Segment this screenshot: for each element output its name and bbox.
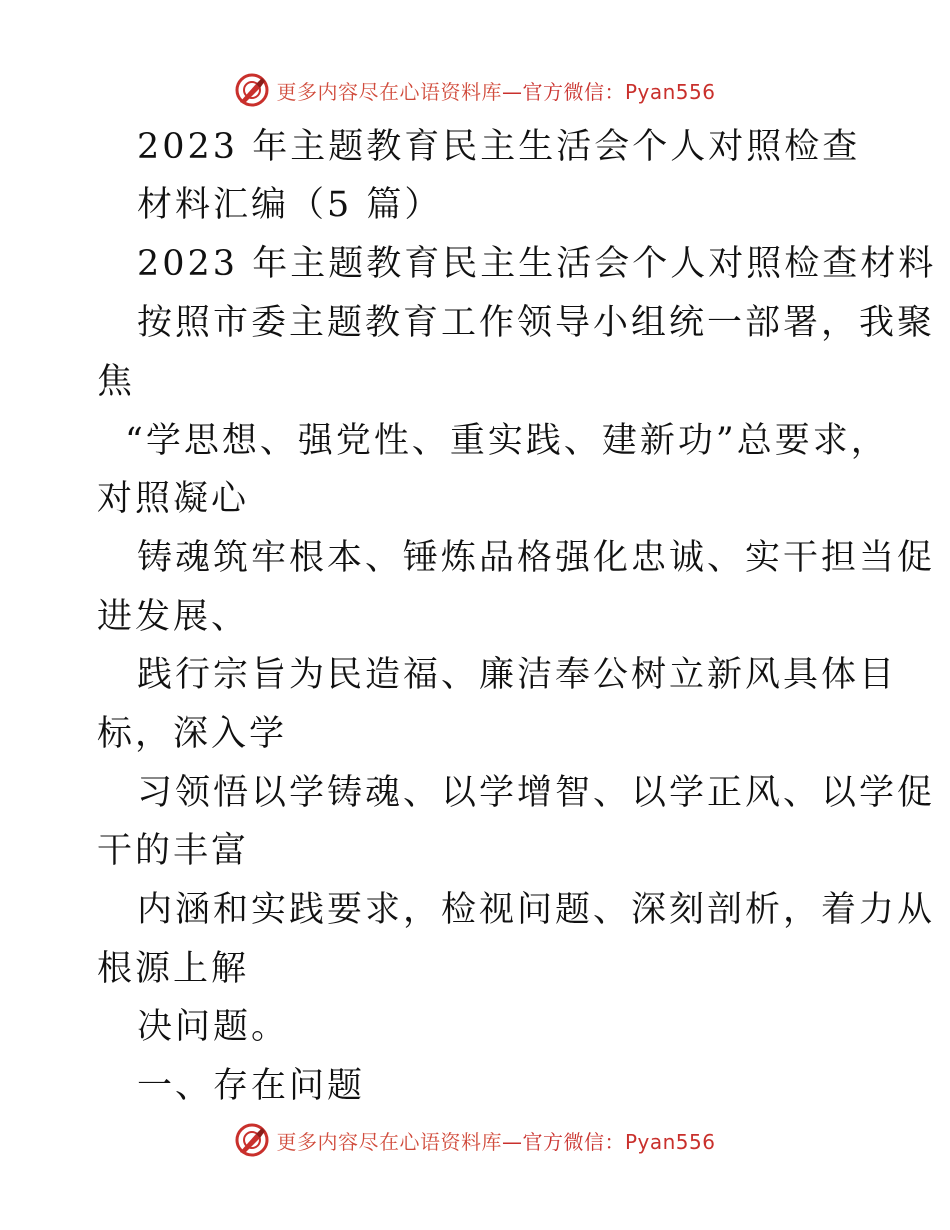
doc-title-line-1: 2023 年主题教育民主生活会个人对照检查: [137, 127, 861, 167]
doc-paragraph-line: 干的丰富: [97, 831, 250, 871]
doc-paragraph-line: 决问题。: [137, 1007, 290, 1047]
watermark-separator: —: [501, 1129, 523, 1154]
doc-paragraph-line: 对照凝心: [97, 479, 250, 519]
watermark-footer: [0, 1120, 950, 1160]
doc-section-heading: 一、存在问题: [137, 1066, 366, 1106]
doc-paragraph-line: 内涵和实践要求，检视问题、深刻剖析，着力从: [137, 890, 936, 930]
doc-paragraph-line: 根源上解: [97, 949, 250, 989]
doc-paragraph-line: 按照市委主题教育工作领导小组统一部署，我聚: [137, 303, 936, 343]
doc-paragraph-line: 焦: [97, 362, 136, 402]
doc-paragraph-line: 习领悟以学铸魂、以学增智、以学正风、以学促: [137, 773, 936, 813]
doc-title-line-2: 材料汇编（5 篇）: [137, 185, 443, 225]
doc-paragraph-line: 进发展、: [97, 597, 250, 637]
doc-paragraph-line: 践行宗旨为民造福、廉洁奉公树立新风具体目: [137, 655, 898, 695]
doc-paragraph-line: “学思想、强党性、重实践、建新功”总要求，: [125, 421, 889, 461]
watermark-wechat: 官方微信：Pyan556: [522, 79, 716, 104]
doc-subtitle: 2023 年主题教育民主生活会个人对照检查材料: [137, 244, 937, 284]
watermark-main: 更多内容尽在心语资料库: [276, 1129, 502, 1154]
watermark-wechat: 官方微信：Pyan556: [522, 1129, 716, 1154]
watermark-main: 更多内容尽在心语资料库: [276, 79, 502, 104]
doc-paragraph-line: 铸魂筑牢根本、锤炼品格强化忠诚、实干担当促: [137, 538, 936, 578]
watermark-text: [276, 1126, 715, 1155]
watermark-separator: —: [501, 79, 523, 104]
doc-paragraph-line: 标，深入学: [97, 714, 288, 754]
pen-logo-icon: [234, 1122, 270, 1158]
